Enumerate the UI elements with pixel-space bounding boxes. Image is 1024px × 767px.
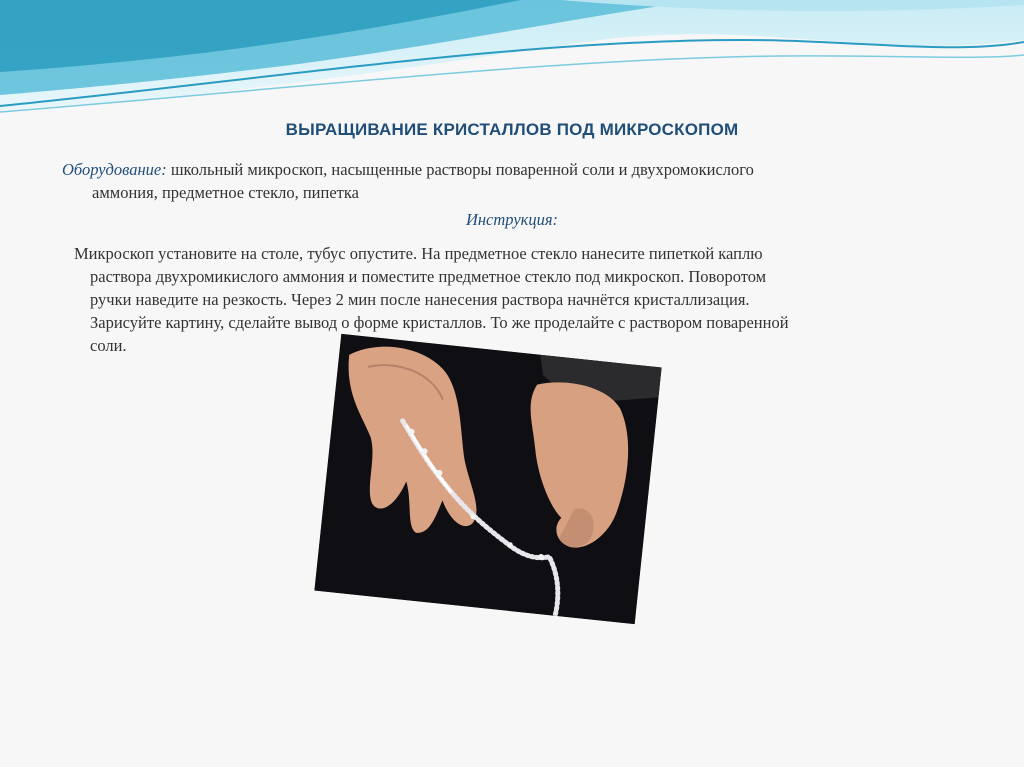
- instruction-label: Инструкция:: [465, 210, 559, 229]
- equipment-text-line2: аммония, предметное стекло, пипетка: [92, 183, 359, 202]
- equipment-paragraph: [62, 158, 942, 204]
- instruction-paragraph: [72, 242, 952, 357]
- instruction-line: ручки наведите на резкость. Через 2 мин после нанесения раствора начнётся кристаллизация.: [90, 290, 750, 309]
- instruction-line: соли.: [90, 336, 127, 355]
- instruction-line: Зарисуйте картину, сделайте вывод о форме кристаллов. То же проделайте с раствором поваренной: [90, 313, 789, 332]
- slide-title: ВЫРАЩИВАНИЕ КРИСТАЛЛОВ ПОД МИКРОСКОПОМ: [285, 120, 739, 139]
- instruction-line: раствора двухромикислого аммония и поместите предметное стекло под микроскоп. Поворотом: [90, 267, 767, 286]
- instruction-line: Микроскоп установите на столе, тубус опустите. На предметное стекло нанесите пипеткой каплю: [74, 244, 763, 263]
- equipment-text-line1: школьный микроскоп, насыщенные растворы поваренной соли и двухромокислого: [166, 160, 754, 179]
- equipment-label: Оборудование:: [62, 160, 167, 179]
- crystal-thread-photo: [314, 334, 661, 624]
- header-wave-decoration: [0, 0, 1024, 120]
